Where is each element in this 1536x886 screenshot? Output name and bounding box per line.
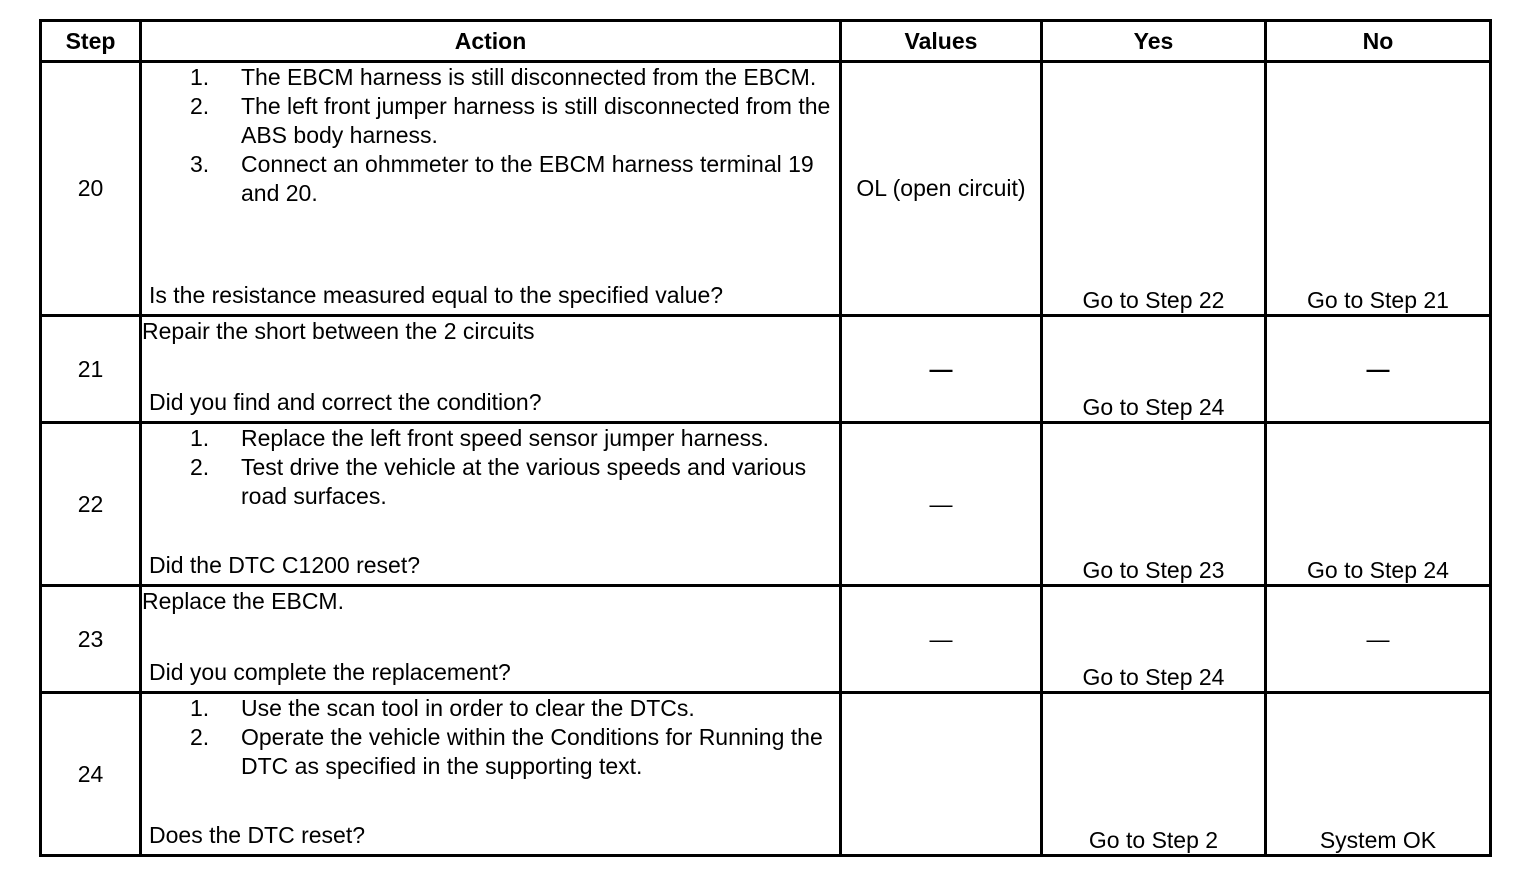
no-cell: Go to Step 24 — [1266, 423, 1491, 586]
list-item — [142, 723, 839, 781]
action-text: Repair the short between the 2 circuits — [142, 318, 535, 344]
list-item — [142, 453, 839, 511]
table-row — [41, 423, 1491, 586]
values-dash: — — [929, 355, 953, 382]
header-yes: Yes — [1042, 21, 1266, 62]
list-item — [142, 424, 839, 453]
yes-cell: Go to Step 23 — [1042, 423, 1266, 586]
action-cell — [141, 316, 841, 423]
list-text: The EBCM harness is still disconnected from the EBCM. — [241, 64, 817, 90]
list-number: 2. — [190, 93, 210, 119]
no-cell: Go to Step 21 — [1266, 62, 1491, 316]
step-number: 22 — [41, 423, 141, 586]
diagnostic-table — [39, 19, 1492, 857]
values-cell: OL (open circuit) — [841, 62, 1042, 316]
action-cell — [141, 62, 841, 316]
list-item — [142, 150, 839, 208]
list-item — [142, 694, 839, 723]
step-number: 21 — [41, 316, 141, 423]
yes-cell: Go to Step 2 — [1042, 693, 1266, 856]
list-number: 1. — [190, 695, 210, 721]
list-text: Connect an ohmmeter to the EBCM harness terminal 19 and 20. — [241, 151, 814, 206]
action-cell — [141, 693, 841, 856]
action-steps-list — [142, 63, 839, 208]
step-number: 20 — [41, 62, 141, 316]
step-number: 23 — [41, 586, 141, 693]
yes-cell: Go to Step 22 — [1042, 62, 1266, 316]
action-cell — [141, 423, 841, 586]
action-question: Did you complete the replacement? — [149, 659, 511, 685]
list-text: Use the scan tool in order to clear the DTCs. — [241, 695, 695, 721]
no-dash: — — [1366, 625, 1390, 652]
action-steps-list — [142, 424, 839, 511]
table-row — [41, 586, 1491, 693]
yes-cell: Go to Step 24 — [1042, 586, 1266, 693]
list-item — [142, 63, 839, 92]
list-text: Test drive the vehicle at the various speeds and various road surfaces. — [241, 454, 807, 509]
values-dash: — — [929, 625, 953, 652]
values-cell — [841, 316, 1042, 423]
table-row — [41, 693, 1491, 856]
values-cell — [841, 586, 1042, 693]
values-cell — [841, 693, 1042, 856]
header-values: Values — [841, 21, 1042, 62]
header-action: Action — [141, 21, 841, 62]
table-row — [41, 62, 1491, 316]
header-row — [41, 21, 1491, 62]
action-question: Is the resistance measured equal to the specified value? — [149, 282, 724, 308]
list-number: 2. — [190, 454, 210, 480]
action-text: Replace the EBCM. — [142, 588, 344, 614]
action-question: Did the DTC C1200 reset? — [149, 552, 421, 578]
no-cell — [1266, 316, 1491, 423]
list-item — [142, 92, 839, 150]
table-row — [41, 316, 1491, 423]
no-cell: System OK — [1266, 693, 1491, 856]
list-text: The left front jumper harness is still disconnected from the ABS body harness. — [241, 93, 831, 148]
action-question: Does the DTC reset? — [149, 822, 366, 848]
list-number: 1. — [190, 64, 210, 90]
list-number: 3. — [190, 151, 210, 177]
step-number: 24 — [41, 693, 141, 856]
list-text: Replace the left front speed sensor jumper harness. — [241, 425, 770, 451]
list-number: 1. — [190, 425, 210, 451]
no-dash: — — [1366, 355, 1390, 382]
values-cell — [841, 423, 1042, 586]
no-cell — [1266, 586, 1491, 693]
list-text: Operate the vehicle within the Conditions for Running the DTC as specified in the supporting text. — [241, 724, 823, 779]
list-number: 2. — [190, 724, 210, 750]
action-cell — [141, 586, 841, 693]
header-no: No — [1266, 21, 1491, 62]
action-question: Did you find and correct the condition? — [149, 389, 542, 415]
header-step: Step — [41, 21, 141, 62]
values-dash: — — [929, 490, 953, 517]
yes-cell: Go to Step 24 — [1042, 316, 1266, 423]
action-steps-list — [142, 694, 839, 781]
